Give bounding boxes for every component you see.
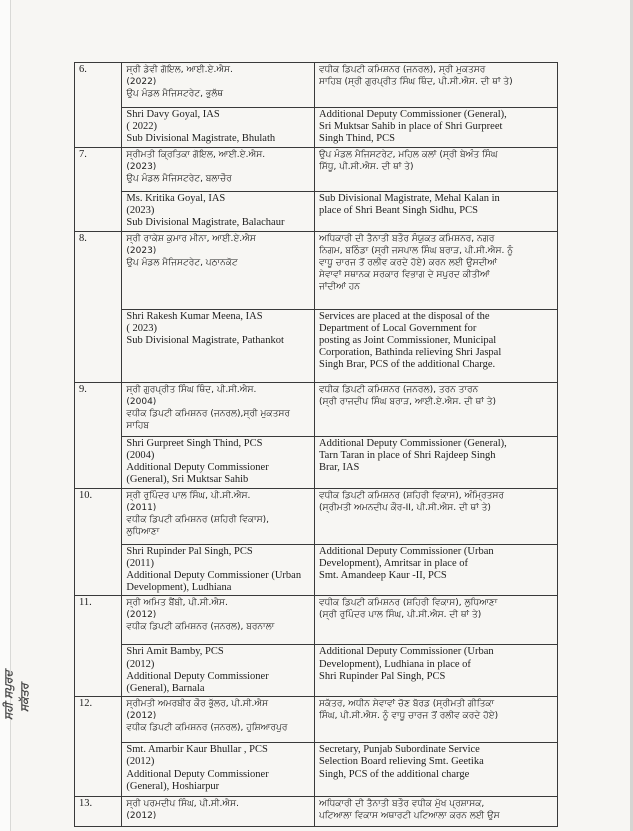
- text-line: Additional Deputy Commissioner: [126, 670, 269, 682]
- officer-name-punjabi: [122, 697, 315, 743]
- text-line: Additional Deputy Commissioner: [126, 462, 269, 474]
- text-line: Selection Board relieving Smt. Geetika: [318, 756, 484, 768]
- text-line: Smt. Amandeep Kaur -II, PCS: [318, 570, 447, 582]
- text-line: ਸ੍ਰੀਮਤੀ ਕ੍ਰਿਤਿਕਾ ਗੋਇਲ, ਆਈ.ਏ.ਐਸ.: [126, 149, 266, 160]
- text-line: ਅਧਿਕਾਰੀ ਦੀ ਤੈਨਾਤੀ ਬਤੌਰ ਵਧੀਕ ਮੁੱਖ ਪ੍ਰਸ਼ਾਸਕ,: [318, 799, 485, 810]
- text-line: Additional Deputy Commissioner (Urban: [318, 646, 494, 658]
- text-line: Sri Muktsar Sahib in place of Shri Gurpreet: [318, 121, 503, 133]
- text-line: (2012): [126, 811, 157, 822]
- posting-punjabi: [314, 382, 557, 436]
- text-line: ਪਟਿਆਲਾ ਵਿਕਾਸ ਅਥਾਰਟੀ ਪਟਿਆਲਾ ਕਰਨ ਲਈ ਉਸ: [318, 811, 500, 822]
- text-line: Shri Davy Goyal, IAS: [126, 109, 220, 120]
- posting-punjabi: [314, 231, 557, 309]
- text-line: (2012): [126, 610, 157, 621]
- text-line: ਉਪ ਮੰਡਲ ਮੈਜਿਸਟਰੇਟ, ਭੁਲੱਥ: [126, 89, 224, 99]
- text-line: Shri Amit Bamby, PCS: [126, 646, 224, 658]
- table-row: [75, 743, 558, 797]
- text-line: ਉਪ ਮੰਡਲ ਮੈਜਿਸਟਰੇਟ, ਬਲਾਚੌਰ: [126, 173, 232, 184]
- posting-english: [314, 743, 557, 797]
- text-line: ਸ੍ਰੀ ਰੁਪਿੰਦਰ ਪਾਲ ਸਿੰਘ, ਪੀ.ਸੀ.ਐਸ.: [126, 490, 251, 501]
- serial-number: 8.: [75, 231, 122, 382]
- text-line: ਸ੍ਰੀਮਤੀ ਅਮਰਬੀਰ ਕੌਰ ਭੁੱਲਰ, ਪੀ.ਸੀ.ਐਸ: [126, 699, 269, 710]
- table-row: [75, 147, 558, 191]
- table-row: [75, 544, 558, 596]
- serial-number: 7.: [75, 147, 122, 231]
- posting-english: [314, 191, 557, 231]
- officer-name-english: [122, 309, 315, 382]
- text-line: Additional Deputy Commissioner: [126, 768, 269, 780]
- table-row: [75, 596, 558, 645]
- officer-name-punjabi: [122, 382, 315, 436]
- table-row: [75, 697, 558, 743]
- table-row: [75, 231, 558, 309]
- text-line: ਵਧੀਕ ਡਿਪਟੀ ਕਮਿਸ਼ਨਰ (ਜਨਰਲ),ਸ੍ਰੀ ਮੁਕਤਸਰ: [126, 408, 290, 419]
- posting-english: [314, 309, 557, 382]
- officer-name-punjabi: [122, 596, 315, 645]
- text-line: place of Shri Beant Singh Sidhu, PCS: [318, 204, 478, 216]
- text-line: ਸਿੱਧੂ, ਪੀ.ਸੀ.ਐਸ. ਦੀ ਥਾਂ ਤੇ): [318, 161, 414, 172]
- text-line: ਨਿਗਮ, ਬਠਿੰਡਾ (ਸ੍ਰੀ ਜਸਪਾਲ ਸਿੰਘ ਬਰਾੜ, ਪੀ.ਸੀ.ਐਸ. ਨੂੰ: [318, 245, 514, 256]
- transfer-orders-page: [74, 62, 558, 827]
- serial-number: 11.: [75, 596, 122, 697]
- text-line: ਸਾਹਿਬ (ਸ੍ਰੀ ਗੁਰਪ੍ਰੀਤ ਸਿੰਘ ਥਿੰਦ, ਪੀ.ਸੀ.ਐਸ. ਦੀ ਥਾਂ ਤੇ): [318, 77, 513, 87]
- text-line: ਵਧੀਕ ਡਿਪਟੀ ਕਮਿਸ਼ਨਰ (ਜਨਰਲ), ਹੁਸ਼ਿਆਰਪੁਰ: [126, 723, 288, 734]
- table-row: [75, 436, 558, 488]
- officer-name-punjabi: [122, 797, 315, 827]
- text-line: (General), Barnala: [126, 683, 205, 695]
- serial-number: 6.: [75, 63, 122, 148]
- text-line: ਲੁਧਿਆਣਾ: [126, 526, 160, 537]
- text-line: ਸਕੱਤਰ, ਅਧੀਨ ਸੇਵਾਵਾਂ ਚੋਣ ਬੋਰਡ (ਸ੍ਰੀਮਤੀ ਗੀਤਿਕਾ: [318, 699, 495, 710]
- text-line: (2011): [126, 557, 154, 569]
- text-line: (2012): [126, 711, 157, 722]
- text-line: Shri Rupinder Pal Singh, PCS: [126, 545, 253, 557]
- text-line: Department of Local Government for: [318, 322, 477, 334]
- text-line: (General), Hoshiarpur: [126, 780, 220, 792]
- text-line: Smt. Amarbir Kaur Bhullar , PCS: [126, 744, 268, 756]
- text-line: ਵਧੀਕ ਡਿਪਟੀ ਕਮਿਸ਼ਨਰ (ਜਨਰਲ), ਤਰਨ ਤਾਰਨ: [318, 384, 479, 395]
- serial-number: 10.: [75, 488, 122, 596]
- text-line: ਅਧਿਕਾਰੀ ਦੀ ਤੈਨਾਤੀ ਬਤੌਰ ਸੰਯੁਕਤ ਕਮਿਸ਼ਨਰ, ਨਗਰ: [318, 233, 495, 244]
- posting-punjabi: [314, 147, 557, 191]
- text-line: ਵਧੀਕ ਡਿਪਟੀ ਕਮਿਸ਼ਨਰ (ਜਨਰਲ), ਸ੍ਰੀ ਮੁਕਤਸਰ: [318, 65, 486, 75]
- text-line: Sub Divisional Magistrate, Bhulath: [126, 133, 276, 145]
- text-line: ਸਿੰਘ, ਪੀ.ਸੀ.ਐਸ. ਨੂੰ ਵਾਧੂ ਚਾਰਜ ਤੋਂ ਰਲੀਵ ਕਰਦੇ ਹੋਏ): [318, 711, 499, 722]
- text-line: Singh, PCS of the additional charge: [318, 768, 470, 780]
- text-line: Sub Divisional Magistrate, Mehal Kalan in: [318, 192, 500, 204]
- transfer-orders-table: [74, 62, 558, 827]
- text-line: Development), Ludhiana: [126, 582, 232, 594]
- officer-name-english: [122, 191, 315, 231]
- text-line: ਵਧੀਕ ਡਿਪਟੀ ਕਮਿਸ਼ਨਰ (ਸ਼ਹਿਰੀ ਵਿਕਾਸ), ਅੰਮ੍ਰਿਤਸਰ: [318, 490, 504, 501]
- officer-name-punjabi: [122, 488, 315, 544]
- text-line: (ਸ੍ਰੀ ਰਾਜਦੀਪ ਸਿੰਘ ਬਰਾੜ, ਆਈ.ਏ.ਐਸ. ਦੀ ਥਾਂ ਤੇ): [318, 396, 497, 407]
- stamp-line: ਸਕੱਤਰ: [18, 683, 31, 712]
- text-line: (2012): [126, 658, 155, 670]
- table-row: [75, 63, 558, 108]
- text-line: Additional Deputy Commissioner (Urban: [126, 570, 302, 582]
- posting-punjabi: [314, 797, 557, 827]
- officer-name-english: [122, 645, 315, 697]
- officer-name-english: [122, 108, 315, 148]
- text-line: Secretary, Punjab Subordinate Service: [318, 744, 480, 756]
- text-line: Shri Rakesh Kumar Meena, IAS: [126, 310, 263, 322]
- table-row: [75, 191, 558, 231]
- text-line: Shri Gurpreet Singh Thind, PCS: [126, 437, 263, 449]
- text-line: ਸ੍ਰੀ ਅਮਿਤ ਬੈਂਬੀ, ਪੀ.ਸੀ.ਐਸ.: [126, 598, 228, 609]
- text-line: (2004): [126, 396, 157, 407]
- text-line: ਸ੍ਰੀ ਗੁਰਪ੍ਰੀਤ ਸਿੰਘ ਥਿੰਦ, ਪੀ.ਸੀ.ਐਸ.: [126, 384, 257, 395]
- text-line: ( 2022): [126, 121, 158, 133]
- text-line: (2011): [126, 502, 157, 513]
- table-row: [75, 382, 558, 436]
- table-row: [75, 645, 558, 697]
- table-row: [75, 797, 558, 827]
- text-line: Tarn Taran in place of Shri Rajdeep Singh: [318, 449, 496, 461]
- text-line: Singh Thind, PCS: [318, 133, 395, 145]
- text-line: Singh Brar, PCS of the additional Charge.: [318, 359, 496, 371]
- text-line: posting as Joint Commissioner, Municipal: [318, 335, 497, 347]
- text-line: ਉਪ ਮੰਡਲ ਮੈਜਿਸਟਰੇਟ, ਪਠਾਨਕੋਟ: [126, 257, 238, 268]
- text-line: Brar, IAS: [318, 462, 360, 474]
- serial-number: 9.: [75, 382, 122, 488]
- officer-name-punjabi: [122, 231, 315, 309]
- posting-punjabi: [314, 488, 557, 544]
- text-line: (2022): [126, 77, 157, 87]
- text-line: (General), Sri Muktsar Sahib: [126, 474, 249, 486]
- posting-english: [314, 645, 557, 697]
- posting-punjabi: [314, 63, 557, 108]
- serial-number: 12.: [75, 697, 122, 797]
- text-line: (2012): [126, 756, 155, 768]
- text-line: (2004): [126, 449, 155, 461]
- text-line: ਸ੍ਰੀ ਰਾਕੇਸ਼ ਕੁਮਾਰ ਮੀਨਾ, ਆਈ.ਏ.ਐਸ: [126, 233, 256, 244]
- officer-name-english: [122, 436, 315, 488]
- text-line: Additional Deputy Commissioner (General),: [318, 437, 507, 449]
- officer-name-punjabi: [122, 147, 315, 191]
- posting-english: [314, 436, 557, 488]
- officer-name-english: [122, 743, 315, 797]
- text-line: Corporation, Bathinda relieving Shri Jaspal: [318, 347, 502, 359]
- text-line: ( 2023): [126, 322, 158, 334]
- posting-punjabi: [314, 697, 557, 743]
- text-line: (ਸ੍ਰੀਮਤੀ ਅਮਨਦੀਪ ਕੌਰ-II, ਪੀ.ਸੀ.ਐਸ. ਦੀ ਥਾਂ ਤੇ): [318, 502, 491, 513]
- text-line: ਸਾਹਿਬ: [126, 420, 149, 431]
- text-line: (2023): [126, 204, 155, 216]
- text-line: ਵਧੀਕ ਡਿਪਟੀ ਕਮਿਸ਼ਨਰ (ਸ਼ਹਿਰੀ ਵਿਕਾਸ), ਲੁਧਿਆਣਾ: [318, 598, 498, 609]
- official-stamp: [0, 662, 74, 720]
- text-line: (ਸ੍ਰੀ ਰੁਪਿੰਦਰ ਪਾਲ ਸਿੰਘ, ਪੀ.ਸੀ.ਐਸ. ਦੀ ਥਾਂ ਤੇ): [318, 610, 482, 621]
- serial-number: 13.: [75, 797, 122, 827]
- text-line: Sub Divisional Magistrate, Pathankot: [126, 335, 284, 347]
- posting-punjabi: [314, 596, 557, 645]
- text-line: ਸ੍ਰੀ ਡੇਵੀ ਗੋਇਲ, ਆਈ.ਏ.ਐਸ.: [126, 65, 233, 75]
- text-line: Shri Rupinder Pal Singh, PCS: [318, 670, 446, 682]
- text-line: Services are placed at the disposal of the: [318, 310, 490, 322]
- table-row: [75, 309, 558, 382]
- text-line: ਵਧੀਕ ਡਿਪਟੀ ਕਮਿਸ਼ਨਰ (ਸ਼ਹਿਰੀ ਵਿਕਾਸ),: [126, 514, 270, 525]
- posting-english: [314, 108, 557, 148]
- text-line: Development), Amritsar in place of: [318, 557, 468, 569]
- text-line: Development), Ludhiana in place of: [318, 658, 471, 670]
- posting-english: [314, 544, 557, 596]
- officer-name-punjabi: [122, 63, 315, 108]
- text-line: Ms. Kritika Goyal, IAS: [126, 192, 226, 204]
- officer-name-english: [122, 544, 315, 596]
- text-line: ਸ੍ਰੀ ਪਰਮਦੀਪ ਸਿੰਘ, ਪੀ.ਸੀ.ਐਸ.: [126, 799, 239, 810]
- text-line: ਉਪ ਮੰਡਲ ਮੈਜਿਸਟਰੇਟ, ਮਹਿਲ ਕਲਾਂ (ਸ੍ਰੀ ਬੇਅੰਤ ਸਿੰਘ: [318, 149, 498, 160]
- table-row: [75, 488, 558, 544]
- text-line: ਜਾਂਦੀਆਂ ਹਨ: [318, 281, 360, 292]
- stamp-line: ਸਹੀ ਸਪੁਰਦ: [2, 670, 15, 720]
- text-line: ਵਧੀਕ ਡਿਪਟੀ ਕਮਿਸ਼ਨਰ (ਜਨਰਲ), ਬਰਨਾਲਾ: [126, 622, 275, 633]
- text-line: Sub Divisional Magistrate, Balachaur: [126, 217, 285, 229]
- text-line: (2023): [126, 161, 157, 172]
- text-line: (2023): [126, 245, 157, 256]
- text-line: ਵਾਧੂ ਚਾਰਜ ਤੋਂ ਰਲੀਵ ਕਰਦੇ ਹੋਏ) ਕਰਨ ਲਈ ਉਸਦੀਆਂ: [318, 257, 498, 268]
- table-row: [75, 108, 558, 148]
- text-line: Additional Deputy Commissioner (General),: [318, 109, 507, 120]
- text-line: ਸੇਵਾਵਾਂ ਸਥਾਨਕ ਸਰਕਾਰ ਵਿਭਾਗ ਦੇ ਸਪੁਰਦ ਕੀਤੀਆਂ: [318, 269, 490, 280]
- text-line: Additional Deputy Commissioner (Urban: [318, 545, 494, 557]
